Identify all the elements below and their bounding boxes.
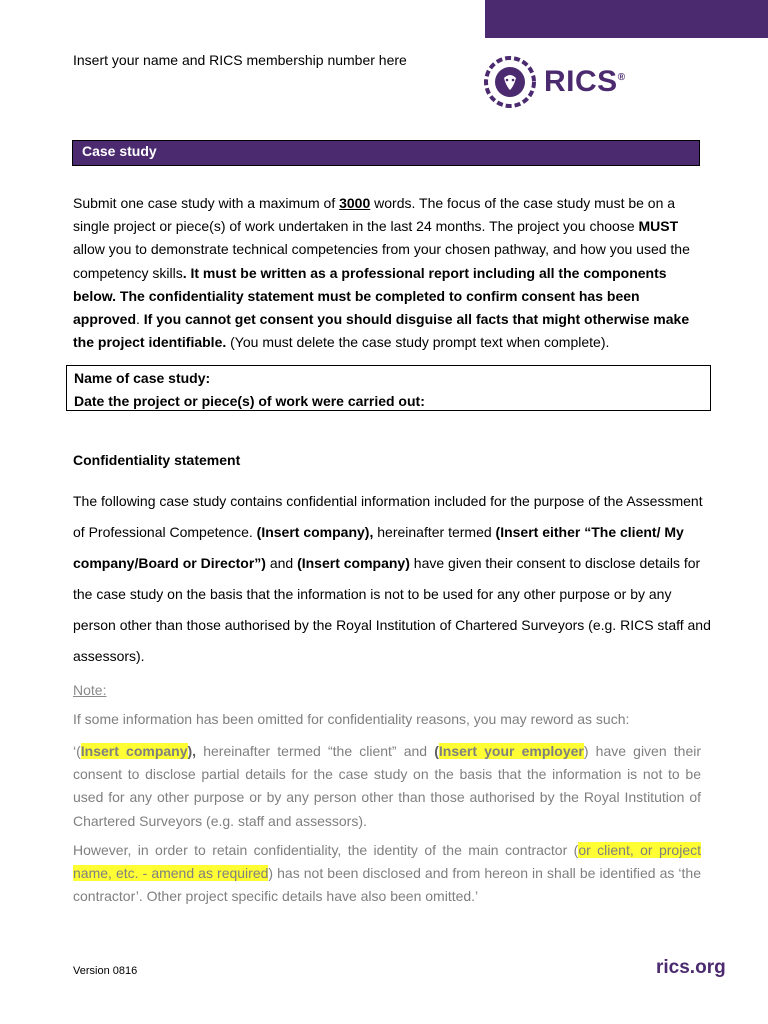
rics-logo — [484, 56, 626, 108]
top-brand-bar — [485, 0, 768, 38]
confidentiality-paragraph: The following case study contains confidential information included for the purpose of the Assessment of Professional Competence. (Insert company), hereinafter termed (Insert either “The client/ My company/Board or Director”) and (Insert company) have given their consent to disclose details for the case study on the basis that the information is not to be used for any other purpose or by any person other than those authorised by the Royal Institution of Chartered Surveyors (e.g. RICS staff and assessors). — [73, 493, 711, 664]
case-study-name-label: Name of case study: — [74, 370, 211, 386]
name-membership-placeholder: Insert your name and RICS membership number here — [73, 52, 407, 68]
rics-logo-text: RICS® — [544, 65, 626, 98]
note-example-contractor: However, in order to retain confidentiality, the identity of the main contractor (or client, or project name, etc. - amend as required) has not been disclosed and from hereon in shall be identified as ‘the contractor’. Other project specific details have also been omitted.’ — [73, 842, 702, 905]
intro-paragraph: Submit one case study with a maximum of 3000 words. The focus of the case study must be on a single project or piece(s) of work undertaken in the last 24 months. The project you choose MUST allow you to demonstrate technical competencies from your chosen pathway, and how you used the competency skills. It must be written as a professional report including all the components below. The confidentiality statement must be completed to confirm consent has been approved. If you cannot get consent you should disguise all facts that might otherwise make the project identifiable. (You must delete the case study prompt text when complete). — [73, 195, 690, 351]
version-label: Version 0816 — [73, 965, 138, 977]
confidentiality-heading: Confidentiality statement — [73, 452, 241, 468]
highlight-insert-employer: Insert your employer — [438, 743, 584, 759]
case-study-title-bar: Case study — [72, 140, 700, 166]
highlight-insert-company: Insert company — [80, 743, 188, 759]
rics-lion-icon — [484, 56, 536, 108]
note-intro: If some information has been omitted for confidentiality reasons, you may reword as such: — [73, 711, 630, 727]
case-study-details-box[interactable] — [66, 365, 711, 411]
highlight-amend: or client, or project name, etc. - amend as required — [73, 842, 701, 882]
rics-site-link[interactable]: rics.org — [656, 957, 726, 978]
note-example-consent: ‘(Insert company), hereinafter termed “the client” and (Insert your employer) have given their consent to disclose partial details for the case study on the basis that the information is not to be used for any other purpose or by any person other than those authorised by the Royal Institution of Chartered Surveyors (e.g. staff and assessors). — [73, 743, 701, 829]
project-date-label: Date the project or piece(s) of work were carried out: — [74, 393, 425, 409]
max-words: 3000 — [339, 195, 371, 211]
note-label: Note: — [73, 682, 107, 698]
